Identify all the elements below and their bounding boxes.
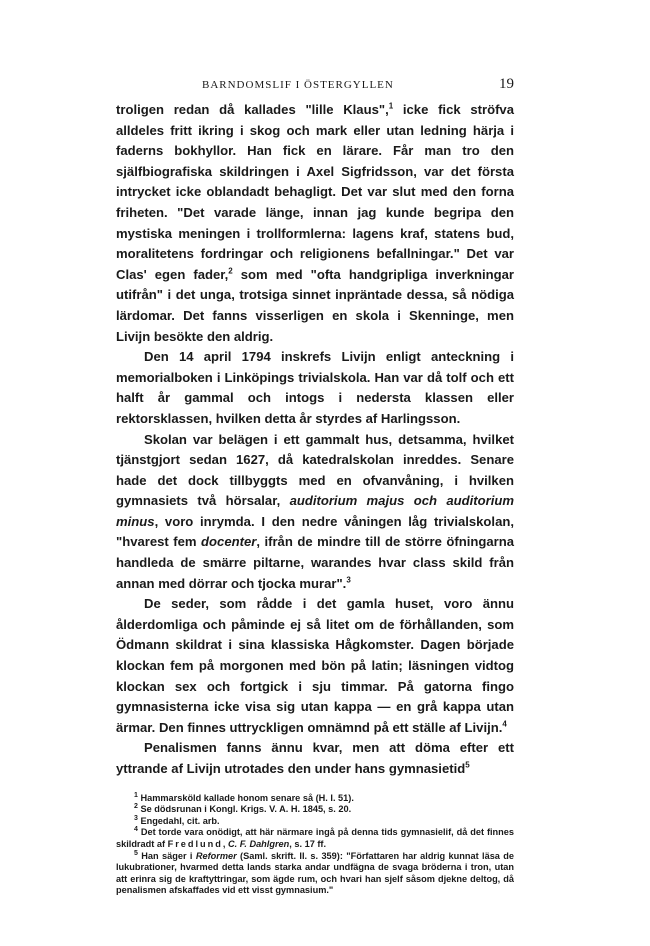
footnote-4-part-a: Det torde vara onödigt, att här närmare ingå på denna tids gymnasielif, då det finnes skildradt af — [116, 827, 514, 849]
footnote-4-number: 4 — [134, 826, 138, 834]
footnote-5-number: 5 — [134, 849, 138, 857]
footnote-5-part-a: Han säger i — [137, 850, 196, 861]
book-page — [116, 76, 514, 897]
paragraph-2: Den 14 april 1794 inskrefs Livijn enligt anteckning i memorialboken i Linköpings trivialskola. Han var då tolf och ett halft år gammal och intogs i nedersta klassen eller rektorsklassen, hvilken detta år styrdes af Harlingsson. — [116, 349, 514, 426]
footnote-4 — [116, 827, 514, 850]
paragraph-1-part-a: troligen redan då kallades "lille Klaus", — [116, 102, 389, 117]
paragraph-3-part-a: Skolan var belägen i ett gammalt hus, detsamma, hvilket tjänstgjort sedan 1627, då katedralskolan inreddes. Senare hade det dock tillbyggts med en ofvanvåning, i hvilken gymnasiets två hörsalar, — [116, 431, 514, 509]
paragraph-4-text: De seder, som rådde i det gamla huset, voro ännu ålderdomliga och påminde ej så litet om de förhållanden, som Ödmann skildrat i sina klassiska Hågkomster. Dagen började klockan fem på morgonen med bön på latin; läsningen vidtog klockan sex och fortgick i sju timmar. På gatorna fingo gymnasisterna icke visa sig utan kappa — en grå kappa utan ärmar. Den finnes uttryckligen omnämnd på ett ställe af Livijn. — [116, 596, 514, 735]
footnote-1 — [116, 793, 514, 805]
footnote-3 — [116, 816, 514, 828]
footnote-4-work: C. F. Dahlgren — [228, 838, 290, 849]
footnote-5-part-b: (Saml. skrift. II. s. 359): "Författaren har aldrig kunnat läsa de lukubrationer, hvarmed detta lands starka andar undfägna de svaga bröderna i tron, utan att erinra sig de kraftyttringar, som ägde rum, och hvari han sjelf såsom djekne deltog, då penalismen afskaffades vid ett visst gymnasium." — [116, 850, 514, 896]
footnote-ref-3: 3 — [346, 575, 351, 585]
footnote-ref-2: 2 — [228, 266, 233, 276]
footnote-5-work: Reformer — [195, 850, 237, 861]
paragraph-1-part-b: icke fick ströfva alldeles fritt ikring i skog och mark eller utan ledning härja i faderns bokhyllor. Han fick en lärare. Får man tro den själfbiografiska skildringen i Axel Sigfridsson, var det första intrycket icke oblandadt behagligt. Det var slut med den forna friheten. "Det varade länge, innan jag kunde begripa den mystiska meningen i trollformlerna: lagens kraf, statens bud, moralitetens fordringar och religionens befallningar." Det var Clas' egen fader, — [116, 102, 514, 282]
paragraph-3-italic-1: auditorium majus och auditorium minus — [116, 493, 514, 529]
paragraph-1 — [116, 100, 514, 347]
footnote-ref-5: 5 — [465, 760, 470, 770]
paragraph-5 — [116, 738, 514, 779]
footnotes — [116, 793, 514, 897]
footnote-3-number: 3 — [134, 814, 138, 822]
paragraph-3-italic-2: docenter — [201, 534, 257, 550]
footnote-2 — [116, 804, 514, 816]
footnote-3-text: Engedahl, cit. arb. — [137, 815, 220, 826]
footnote-4-part-b: , — [222, 838, 228, 849]
paragraph-4 — [116, 594, 514, 738]
footnote-1-number: 1 — [134, 791, 138, 799]
footnote-5 — [116, 851, 514, 897]
main-text — [116, 100, 514, 780]
footnote-ref-1: 1 — [388, 101, 394, 111]
footnote-4-author: Fredlund — [167, 838, 223, 849]
paragraph-3-part-b: , voro inrymda. I den nedre våningen låg trivialskolan, "hvarest fem — [116, 513, 514, 550]
footnote-1-text: Hammarsköld kallade honom senare så (H. I. 51). — [137, 792, 354, 803]
paragraph-5-text: Penalismen fanns ännu kvar, men att döma efter ett yttrande af Livijn utrotades den under hans gymnasietid — [116, 740, 514, 776]
paragraph-3-part-c: , ifrån de mindre till de större öfningarna handleda de smärre piltarne, warandes hvar class skild från annan med dörrar och tjocka murar". — [116, 534, 514, 591]
footnote-4-part-c: , s. 17 ff. — [289, 838, 327, 849]
running-title: BARNDOMSLIF I ÖSTERGYLLEN — [202, 79, 394, 91]
footnote-2-number: 2 — [134, 803, 138, 811]
footnote-2-text: Se dödsrunan i Kongl. Krigs. V. A. H. 1845, s. 20. — [137, 804, 352, 815]
footnote-ref-4: 4 — [502, 719, 507, 729]
paragraph-1-part-c: som med "ofta handgripliga inverkningar utifrån" i det unga, trotsiga sinnet inpräntade dessa, så nödiga lärdomar. Det fanns visserligen en skola i Skenninge, men Livijn besökte den aldrig. — [116, 266, 514, 344]
page-number: 19 — [499, 76, 514, 92]
running-header — [116, 76, 514, 98]
paragraph-3 — [116, 430, 514, 595]
